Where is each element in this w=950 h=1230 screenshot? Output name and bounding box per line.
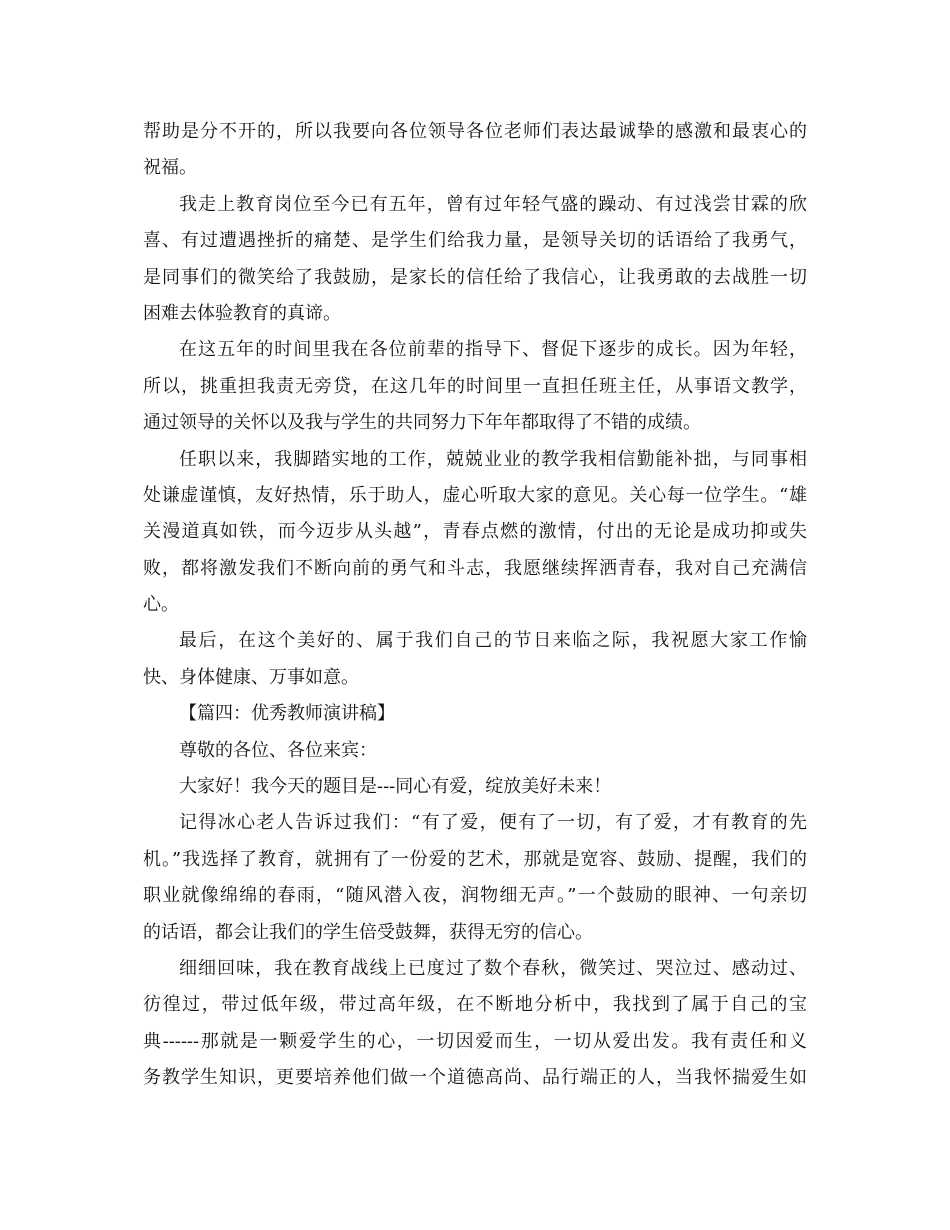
text-line: 彷徨过，带过低年级，带过高年级，在不断地分析中，我找到了属于自己的宝 (143, 994, 807, 1016)
text-line: 困难去体验教育的真谛。 (143, 302, 341, 324)
text-line: 最后，在这个美好的、属于我们自己的节日来临之际，我祝愿大家工作愉 (179, 630, 807, 652)
text-line: 喜、有过遭遇挫折的痛楚、是学生们给我力量，是领导关切的话语给了我勇气， (143, 230, 807, 252)
text-line: 职业就像绵绵的春雨，“随风潜入夜，润物细无声。”一个鼓励的眼神、一句亲切 (143, 885, 807, 907)
text-line: 祝福。 (143, 157, 197, 179)
text-line: 快、身体健康、万事如意。 (143, 666, 359, 688)
text-line: 帮助是分不开的，所以我要向各位领导各位老师们表达最诚挚的感激和最衷心的 (143, 121, 807, 142)
text-line: 处谦虚谨慎，友好热情，乐于助人，虚心听取大家的意见。关心每一位学生。“雄 (143, 484, 807, 506)
text-line: 通过领导的关怀以及我与学生的共同努力下年年都取得了不错的成绩。 (143, 412, 701, 434)
text-line: 记得冰心老人告诉过我们：“有了爱，便有了一切，有了爱，才有教育的先 (179, 812, 807, 834)
text-line: 心。 (143, 594, 179, 616)
text-line: 大家好！我今天的题目是---同心有爱，绽放美好未来！ (179, 776, 612, 798)
section-heading: 【篇四：优秀教师演讲稿】 (179, 703, 395, 725)
text-line: 务教学生知识，更要培养他们做一个道德高尚、品行端正的人，当我怀揣爱生如 (143, 1067, 807, 1089)
text-line: 的话语，都会让我们的学生倍受鼓舞，获得无穷的信心。 (143, 921, 593, 943)
text-line: 关漫道真如铁，而今迈步从头越”，青春点燃的激情，付出的无论是成功抑或失 (143, 521, 807, 543)
text-line: 细细回味，我在教育战线上已度过了数个春秋，微笑过、哭泣过、感动过、 (179, 957, 807, 979)
text-line: 机。”我选择了教育，就拥有了一份爱的艺术，那就是宽容、鼓励、提醒，我们的 (143, 848, 807, 870)
document-body (143, 114, 807, 1097)
text-line: 典------那就是一颗爱学生的心，一切因爱而生，一切从爱出发。我有责任和义 (143, 1030, 807, 1052)
text-line: 是同事们的微笑给了我鼓励，是家长的信任给了我信心，让我勇敢的去战胜一切 (143, 266, 807, 288)
salutation: 尊敬的各位、各位来宾： (179, 739, 377, 761)
text-line: 我走上教育岗位至今已有五年，曾有过年轻气盛的躁动、有过浅尝甘霖的欣 (179, 193, 807, 215)
text-line: 败，都将激发我们不断向前的勇气和斗志，我愿继续挥洒青春，我对自己充满信 (143, 557, 807, 579)
text-line: 所以，挑重担我责无旁贷，在这几年的时间里一直担任班主任，从事语文教学， (143, 375, 807, 397)
text-line: 任职以来，我脚踏实地的工作，兢兢业业的教学我相信勤能补拙，与同事相 (179, 448, 807, 470)
text-line: 在这五年的时间里我在各位前辈的指导下、督促下逐步的成长。因为年轻， (179, 339, 807, 361)
